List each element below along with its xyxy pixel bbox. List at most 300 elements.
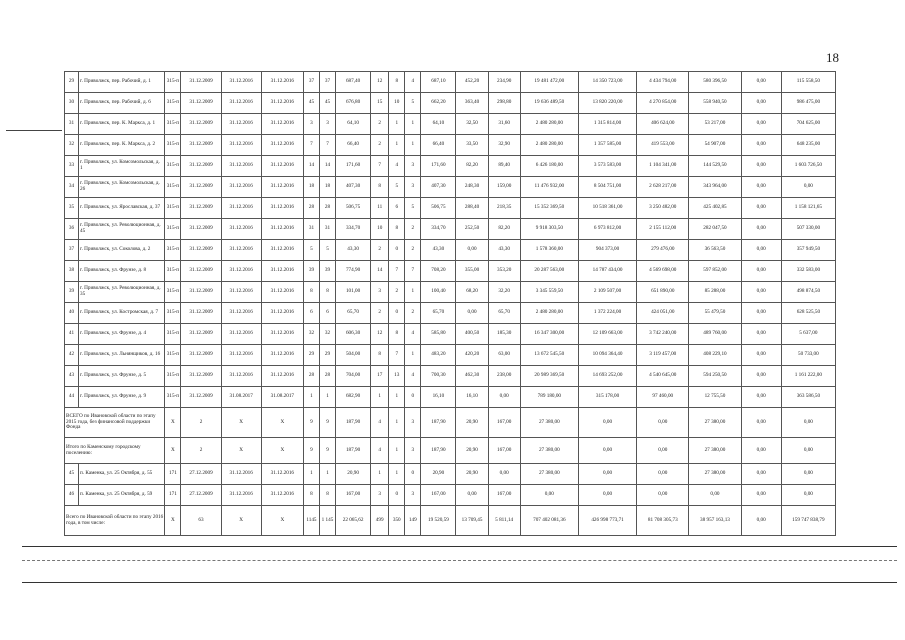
table-cell: 452,20 [456, 72, 488, 93]
table-cell: г. Приволжск, ул. Соколова, д. 2 [79, 240, 165, 261]
table-cell: 9 918 303,50 [520, 219, 578, 240]
table-cell: г. Приволжск, пер. Рабочий, д. 1 [79, 72, 165, 93]
table-cell: 0,00 [637, 408, 689, 438]
table-cell: 32 [303, 324, 319, 345]
table-row [65, 198, 836, 219]
table-cell: 68,20 [456, 282, 488, 303]
table-cell: 28 [303, 198, 319, 219]
table-cell: 14 [371, 261, 389, 282]
table-cell: 45 [303, 93, 319, 114]
table-cell: 31.12.2016 [221, 303, 261, 324]
table-row [65, 366, 836, 387]
table-cell: 31.12.2016 [221, 177, 261, 198]
table-cell: 171 [165, 464, 181, 485]
table-cell: 144 529,50 [689, 156, 741, 177]
table-cell: 185,30 [488, 324, 520, 345]
summary-row [65, 408, 836, 438]
table-cell: 218,35 [488, 198, 520, 219]
table-cell: 31.12.2016 [261, 366, 303, 387]
table-cell: 8 504 751,00 [578, 177, 636, 198]
table-cell: 904 373,00 [578, 240, 636, 261]
table-cell: 31.12.2016 [261, 324, 303, 345]
table-cell: 31.12.2016 [221, 366, 261, 387]
table-cell: 50 733,00 [781, 345, 835, 366]
table-cell: 3 [405, 177, 421, 198]
table-cell: п. Каменка, ул. 25 Октября, д. 55 [79, 464, 165, 485]
table-cell: 2 [405, 219, 421, 240]
table-cell: 31.12.2016 [261, 219, 303, 240]
table-cell: 4 [389, 156, 405, 177]
table-cell: 0,00 [741, 72, 781, 93]
table-cell: 3 573 583,00 [578, 156, 636, 177]
table-cell: 31.12.2016 [221, 282, 261, 303]
table-cell: 2 [389, 282, 405, 303]
table-cell: 0,00 [741, 114, 781, 135]
table-cell: г. Приволжск, ул. Льнянщиков, д. 16 [79, 345, 165, 366]
table-cell: 82,20 [488, 219, 520, 240]
table-cell: 31.12.2016 [261, 345, 303, 366]
table-cell: 8 [371, 345, 389, 366]
table-cell: 585,80 [421, 324, 456, 345]
table-cell: 350 [389, 506, 405, 536]
table-cell: 31.12.2009 [181, 240, 221, 261]
table-cell: 0 [389, 303, 405, 324]
table-cell: 31 [319, 219, 335, 240]
table-cell: 0,00 [637, 485, 689, 506]
table-cell: 39 [303, 261, 319, 282]
table-cell: 789 180,00 [520, 387, 578, 408]
table-cell: 4 569 698,00 [637, 261, 689, 282]
table-cell: 14 [303, 156, 319, 177]
table-cell: 2 [371, 114, 389, 135]
table-cell: 315-п [165, 240, 181, 261]
table-cell: 167,00 [488, 408, 520, 438]
table-cell: 1 [319, 464, 335, 485]
table-cell: 408 229,10 [689, 345, 741, 366]
table-cell: 700,30 [421, 366, 456, 387]
table-cell: 5 [389, 177, 405, 198]
table-cell: 420,20 [456, 345, 488, 366]
table-cell: 31.12.2009 [181, 219, 221, 240]
table-cell: 3 [303, 114, 319, 135]
table-cell: 29 [303, 345, 319, 366]
table-cell: 20,90 [456, 464, 488, 485]
table-cell: 4 [405, 324, 421, 345]
table-cell: 499 [371, 506, 389, 536]
table-cell: 332 583,00 [781, 261, 835, 282]
table-cell: 1 357 585,00 [578, 135, 636, 156]
table-cell: 5 [405, 93, 421, 114]
table-row [65, 303, 836, 324]
table-cell: 9 [303, 408, 319, 438]
table-cell: 3 [405, 438, 421, 464]
table-cell: X [261, 408, 303, 438]
table-cell: 315 178,00 [578, 387, 636, 408]
table-cell: 31 [65, 114, 79, 135]
table-cell: 1 [405, 345, 421, 366]
table-cell: 0,00 [637, 438, 689, 464]
table-cell: 407,30 [421, 177, 456, 198]
table-cell: 0,00 [741, 485, 781, 506]
table-cell: 687,10 [421, 72, 456, 93]
table-cell: 16,10 [421, 387, 456, 408]
table-cell: 13 672 545,50 [520, 345, 578, 366]
table-cell: 31.12.2009 [181, 324, 221, 345]
table-cell: 37 [303, 72, 319, 93]
table-cell: 33,50 [456, 135, 488, 156]
housing-register-table [64, 71, 836, 536]
table-cell: 0,00 [689, 485, 741, 506]
page-number: 18 [826, 50, 839, 65]
table-cell: 18 [303, 177, 319, 198]
table-cell: 27.12.2009 [181, 464, 221, 485]
table-cell: 708,20 [421, 261, 456, 282]
table-cell: 248,30 [456, 177, 488, 198]
table-cell: 0,00 [781, 464, 835, 485]
table-cell: 27 380,00 [520, 464, 578, 485]
table-cell: 4 434 794,00 [637, 72, 689, 93]
table-cell: 167,00 [488, 438, 520, 464]
table-cell: 39 [319, 261, 335, 282]
table-cell: г. Приволжск, ул. Комсомольская, д. 26 [79, 177, 165, 198]
table-cell: 32,90 [488, 135, 520, 156]
table-cell: 89,40 [488, 156, 520, 177]
table-cell: 31.12.2016 [261, 303, 303, 324]
summary-row [65, 438, 836, 464]
table-cell: 425 402,85 [689, 198, 741, 219]
table-cell: 159 747 838,79 [781, 506, 835, 536]
table-cell: п. Каменка, ул. 25 Октября, д. 59 [79, 485, 165, 506]
table-cell: 594 250,50 [689, 366, 741, 387]
table-cell: 12 109 663,00 [578, 324, 636, 345]
table-cell: 7 [389, 345, 405, 366]
table-cell: 45 [319, 93, 335, 114]
table-cell: 31.12.2016 [221, 156, 261, 177]
table-cell: 20,90 [336, 464, 371, 485]
table-cell: 0 [389, 485, 405, 506]
table-cell: 8 [303, 282, 319, 303]
table-cell: 31.12.2009 [181, 156, 221, 177]
table-cell: г. Приволжск, ул. Ярославская, д. 37 [79, 198, 165, 219]
table-cell: 31.12.2016 [221, 72, 261, 93]
table-cell: 31.12.2016 [221, 135, 261, 156]
table-cell: 315-п [165, 345, 181, 366]
table-cell: 31.12.2009 [181, 387, 221, 408]
table-cell: 31.12.2016 [261, 156, 303, 177]
table-cell: 11 476 932,00 [520, 177, 578, 198]
table-cell: 8 [303, 485, 319, 506]
table-row [65, 219, 836, 240]
table-cell: 353,20 [488, 261, 520, 282]
table-cell: X [261, 506, 303, 536]
table-cell: 419 553,00 [637, 135, 689, 156]
table-cell: 0,00 [741, 438, 781, 464]
table-cell: 1 [371, 387, 389, 408]
table-cell: 31.12.2016 [221, 114, 261, 135]
table-cell: г. Приволжск, пер. Рабочий, д. 6 [79, 93, 165, 114]
table-row [65, 324, 836, 345]
table-cell: 16 347 300,00 [520, 324, 578, 345]
table-cell: 4 [371, 438, 389, 464]
table-cell: 187,90 [421, 408, 456, 438]
table-cell: 1 [405, 135, 421, 156]
table-cell: 2 155 112,00 [637, 219, 689, 240]
table-row [65, 282, 836, 303]
table-cell: 0,00 [741, 324, 781, 345]
table-cell: 357 949,50 [781, 240, 835, 261]
table-cell: 8 [389, 72, 405, 93]
table-cell: 187,90 [336, 438, 371, 464]
table-cell: 20,90 [456, 438, 488, 464]
table-cell: 282 047,50 [689, 219, 741, 240]
table-cell: 1145 [303, 506, 319, 536]
table-row [65, 485, 836, 506]
table-cell: 0,00 [741, 177, 781, 198]
table-cell: 37 [319, 72, 335, 93]
table-cell: 355,00 [456, 261, 488, 282]
table-cell: 315-п [165, 156, 181, 177]
table-cell: 1 [405, 282, 421, 303]
table-cell: 20,90 [421, 464, 456, 485]
table-cell: 662,20 [421, 93, 456, 114]
table-cell: 31.12.2016 [221, 93, 261, 114]
table-cell: X [221, 438, 261, 464]
table-cell: 489 760,00 [689, 324, 741, 345]
table-cell: 31 [303, 219, 319, 240]
table-cell: 13 [389, 366, 405, 387]
table-cell: X [221, 506, 261, 536]
table-cell: 1 104 341,00 [637, 156, 689, 177]
table-cell: 10 [389, 93, 405, 114]
table-cell: 707 402 081,36 [520, 506, 578, 536]
table-cell: 315-п [165, 303, 181, 324]
table-cell: 63 [181, 506, 221, 536]
table-cell: 1 [303, 387, 319, 408]
table-cell: 315-п [165, 219, 181, 240]
table-cell: 6 973 812,00 [578, 219, 636, 240]
table-cell: 10 094 364,40 [578, 345, 636, 366]
table-cell: 580 396,50 [689, 72, 741, 93]
table-cell: 0,00 [578, 485, 636, 506]
table-cell: 252,50 [456, 219, 488, 240]
table-cell: 31.12.2009 [181, 366, 221, 387]
table-cell: 315-п [165, 135, 181, 156]
table-cell: 29 [65, 72, 79, 93]
table-cell: X [165, 438, 181, 464]
table-cell: 0,00 [741, 282, 781, 303]
table-cell: 101,00 [336, 282, 371, 303]
table-cell: 171 [165, 485, 181, 506]
table-cell: 31.12.2016 [261, 198, 303, 219]
table-cell: 187,90 [421, 438, 456, 464]
table-row [65, 114, 836, 135]
table-cell: 65,70 [488, 303, 520, 324]
table-cell: 0,00 [741, 135, 781, 156]
table-cell: 3 119 457,00 [637, 345, 689, 366]
table-cell: 651 890,00 [637, 282, 689, 303]
table-cell: 8 [319, 282, 335, 303]
table-cell: 1 603 726,50 [781, 156, 835, 177]
table-cell: г. Приволжск, ул. Революционная, д. 35 [79, 282, 165, 303]
table-cell: 1 [405, 114, 421, 135]
table-cell: 5 [405, 198, 421, 219]
table-cell: 2 [371, 240, 389, 261]
table-cell: 2 [405, 303, 421, 324]
table-cell: 1 [303, 464, 319, 485]
table-cell: 8 [389, 219, 405, 240]
table-cell: 3 [371, 282, 389, 303]
table-cell: Итого по Каменскому городскому поселению: [65, 438, 165, 464]
table-cell: 704,00 [336, 366, 371, 387]
table-cell: 1 578 360,00 [520, 240, 578, 261]
table-cell: 0,00 [520, 485, 578, 506]
table-cell: 0,00 [741, 408, 781, 438]
table-cell: 31.12.2009 [181, 282, 221, 303]
table-cell: 315-п [165, 387, 181, 408]
table-cell: 0,00 [456, 303, 488, 324]
table-cell: 3 742 240,00 [637, 324, 689, 345]
table-cell: 167,00 [336, 485, 371, 506]
table-row [65, 240, 836, 261]
table-cell: 3 250 482,00 [637, 198, 689, 219]
table-cell: 279 476,00 [637, 240, 689, 261]
table-row [65, 93, 836, 114]
table-cell: 343 964,00 [689, 177, 741, 198]
table-cell: 400,50 [456, 324, 488, 345]
table-cell: 45 [65, 464, 79, 485]
table-cell: 2 [405, 240, 421, 261]
table-cell: 6 [303, 303, 319, 324]
table-row [65, 387, 836, 408]
table-cell: 3 [371, 485, 389, 506]
table-cell: 54 907,00 [689, 135, 741, 156]
table-cell: 34 [65, 177, 79, 198]
table-cell: 31.12.2016 [221, 198, 261, 219]
table-cell: 2 [371, 135, 389, 156]
table-cell: 31.12.2009 [181, 198, 221, 219]
table-cell: 4 [371, 408, 389, 438]
table-cell: г. Приволжск, пер. К. Маркса, д. 1 [79, 114, 165, 135]
table-cell: 31.12.2016 [221, 219, 261, 240]
table-cell: 12 755,50 [689, 387, 741, 408]
table-cell: 12 [371, 72, 389, 93]
table-cell: 483,20 [421, 345, 456, 366]
table-cell: 506,75 [421, 198, 456, 219]
table-cell: 15 352 369,50 [520, 198, 578, 219]
table-cell: X [165, 506, 181, 536]
table-cell: 2 [181, 408, 221, 438]
table-cell: 3 [405, 408, 421, 438]
table-cell: 7 [303, 135, 319, 156]
table-cell: 4 540 645,00 [637, 366, 689, 387]
table-cell: 1 315 814,00 [578, 114, 636, 135]
table-cell: 1 [371, 464, 389, 485]
table-cell: г. Приволжск, ул. Костромская, д. 7 [79, 303, 165, 324]
table-cell: 1 [389, 387, 405, 408]
table-cell: 36 [65, 219, 79, 240]
table-cell: 43,30 [421, 240, 456, 261]
table-cell: 16,10 [456, 387, 488, 408]
table-cell: 27 380,00 [689, 408, 741, 438]
table-cell: г. Приволжск, ул. Фрунзе, д. 5 [79, 366, 165, 387]
table-cell: г. Приволжск, ул. Революционная, д. 45 [79, 219, 165, 240]
table-cell: 63,00 [488, 345, 520, 366]
table-cell: 41 [65, 324, 79, 345]
table-row [65, 156, 836, 177]
table-cell: 14 693 252,00 [578, 366, 636, 387]
table-cell: 149 [405, 506, 421, 536]
table-cell: 8 [371, 177, 389, 198]
table-cell: 315-п [165, 324, 181, 345]
table-cell: 0,00 [488, 464, 520, 485]
table-cell: г. Приволжск, ул. Комсомольская, д. 1 [79, 156, 165, 177]
table-cell: 315-п [165, 198, 181, 219]
table-cell: 507 330,00 [781, 219, 835, 240]
table-cell: 32,20 [488, 282, 520, 303]
table-cell: 38 957 163,13 [689, 506, 741, 536]
table-cell: 0,00 [741, 464, 781, 485]
table-cell: 31.12.2016 [261, 93, 303, 114]
table-cell: 0,00 [741, 93, 781, 114]
table-cell: 406 624,00 [637, 114, 689, 135]
table-cell: 1 [389, 114, 405, 135]
table-cell: 315-п [165, 72, 181, 93]
table-cell: 31.12.2009 [181, 261, 221, 282]
table-cell: 31.12.2016 [261, 282, 303, 303]
table-cell: 0,00 [741, 198, 781, 219]
table-cell: 31.12.2016 [261, 485, 303, 506]
table-cell: 1 [389, 464, 405, 485]
table-cell: 426 998 773,71 [578, 506, 636, 536]
table-cell: 10 [371, 219, 389, 240]
table-cell: 20 287 563,00 [520, 261, 578, 282]
table-cell: 10 518 361,00 [578, 198, 636, 219]
table-cell: 31.12.2016 [221, 345, 261, 366]
table-cell: 15 [371, 93, 389, 114]
table-cell: 13 709,45 [456, 506, 488, 536]
table-cell: 42 [65, 345, 79, 366]
table-cell: 1 [389, 135, 405, 156]
table-cell: 3 [405, 156, 421, 177]
table-cell: 27 380,00 [520, 438, 578, 464]
table-cell: 38 [65, 261, 79, 282]
table-cell: 31.12.2016 [221, 464, 261, 485]
table-cell: 31.08.2017 [221, 387, 261, 408]
table-cell: X [261, 438, 303, 464]
table-cell: 97 460,00 [637, 387, 689, 408]
table-cell: 31.12.2016 [221, 240, 261, 261]
table-cell: 2 109 507,00 [578, 282, 636, 303]
table-cell: 7 [371, 156, 389, 177]
table-cell: 0,00 [578, 438, 636, 464]
table-cell: 17 [371, 366, 389, 387]
table-cell: 2 [371, 303, 389, 324]
table-cell: 0 [405, 387, 421, 408]
table-cell: 31.12.2016 [261, 135, 303, 156]
table-row [65, 72, 836, 93]
table-row [65, 177, 836, 198]
table-cell: X [165, 408, 181, 438]
table-cell: 31.12.2009 [181, 93, 221, 114]
table-cell: 4 [405, 366, 421, 387]
table-cell: 43 [65, 366, 79, 387]
table-cell: 6 426 180,00 [520, 156, 578, 177]
table-cell: 0,00 [781, 408, 835, 438]
table-cell: 31.12.2009 [181, 345, 221, 366]
table-cell: 238,00 [488, 366, 520, 387]
table-cell: 115 558,50 [781, 72, 835, 93]
table-cell: Всего по Ивановской области по этапу 2016 года, в том числе: [65, 506, 165, 536]
